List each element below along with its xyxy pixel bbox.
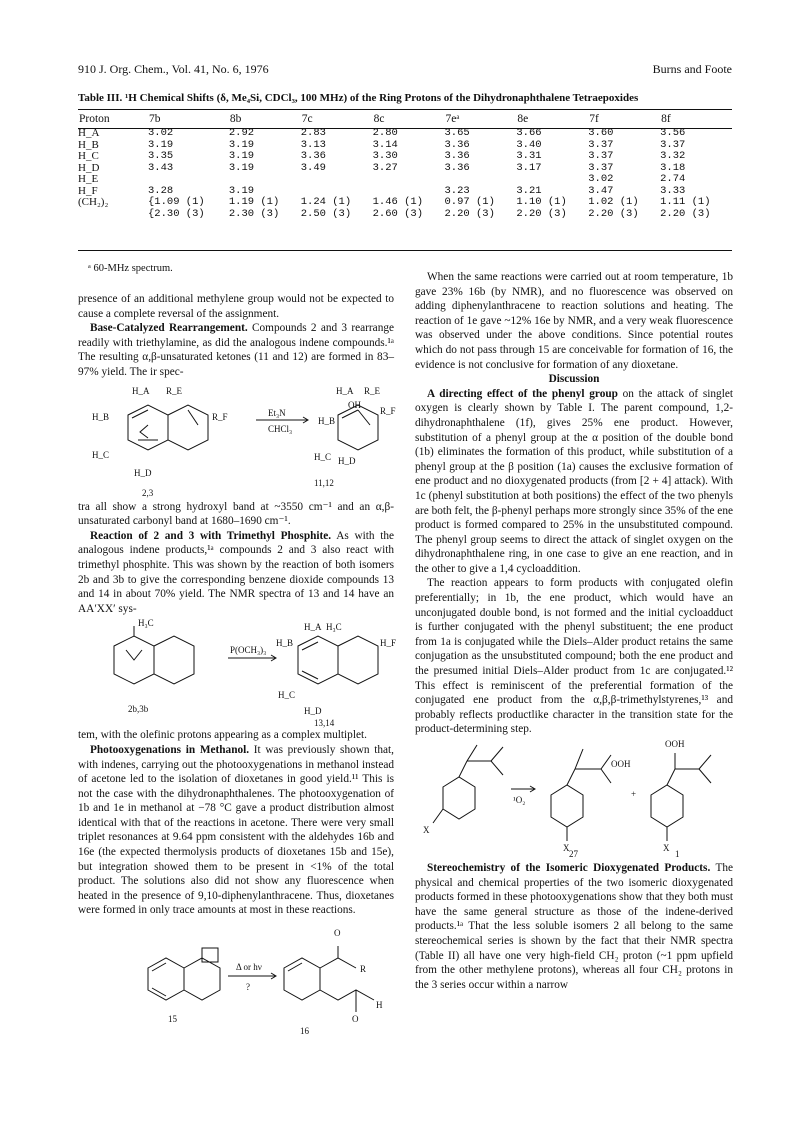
table-row <box>78 128 732 140</box>
left-column <box>78 292 397 1038</box>
scheme-label: OOH <box>611 759 631 769</box>
column-header: 8f <box>661 113 671 125</box>
table-cell: 3.13 <box>300 138 326 151</box>
table-cell <box>301 174 373 186</box>
scheme-label: X <box>563 843 570 853</box>
table-cell: 3.66 <box>516 127 542 139</box>
scheme-label: R_F <box>380 405 396 416</box>
section-heading-discussion: Discussion <box>548 373 600 386</box>
table-cell: 3.17 <box>516 161 542 174</box>
reagent-label: P(OCH₃)₃ <box>230 645 267 656</box>
table-cell: 3.56 <box>660 127 686 139</box>
table-cell: 2.80 <box>372 127 398 139</box>
table-row <box>78 197 732 209</box>
table-cell: {2.30 (3) <box>148 207 205 220</box>
compound-number: 13,14 <box>314 718 335 729</box>
paragraph: presence of an additional methylene group would not be expected to cause a complete reversal of the assignment. <box>78 293 394 320</box>
scheme-label: H_C <box>314 451 332 462</box>
scheme-styrene-photooxygenation <box>415 737 733 857</box>
table-cell: 2.30 (3) <box>228 207 280 220</box>
row-label: H_C <box>78 150 99 162</box>
table-cell: 3.19 <box>228 150 255 162</box>
table-cell: 2.60 (3) <box>372 207 424 220</box>
running-head-journal: 910 J. Org. Chem., Vol. 41, No. 6, 1976 <box>78 62 269 76</box>
row-label: H_D <box>78 161 100 174</box>
paragraph-text: The physical and chemical properties of the two isomeric dioxygenated products formed in these photooxygenations show that they both must have the same general structure as those of the indene-derived products.¹ᵃ That the less soluble isomers 2 all belong to the same stereochemical series is shown by the fact that their NMR spectra (Table II) all have one very high-field CH₂ proton (~1 ppm upfield from the other methylene protons), whereas all four CH₂ protons in the 3 series occur within a narrow <box>415 862 734 991</box>
table-cell: 2.20 (3) <box>588 207 639 220</box>
scheme-rearrangement <box>78 380 394 500</box>
row-label <box>78 209 148 221</box>
paragraph <box>78 743 394 918</box>
scheme-label: R <box>360 964 367 975</box>
running-head-authors: Burns and Foote <box>652 62 732 76</box>
paragraph-text: Compounds 2 and 3 rearrange readily with triethylamine, as did the analogous indene compounds.¹ᵃ The resulting α,β-unsaturated ketones (11 and 12) are formed in 83–97% yield. The ir spec- <box>78 322 395 378</box>
compound-number: 15 <box>168 1014 177 1025</box>
scheme-label: X <box>663 843 670 853</box>
scheme-label: H_F <box>380 638 397 649</box>
table-cell <box>516 174 588 186</box>
table-cell: 3.02 <box>148 127 174 139</box>
table-cell: 0.97 (1) <box>444 196 495 208</box>
scheme-label: H_D <box>134 467 152 478</box>
compound-number: 11,12 <box>314 477 334 488</box>
table-cell: 3.37 <box>588 150 614 162</box>
paragraph <box>78 529 394 617</box>
table-cell: 2.20 (3) <box>444 207 495 220</box>
scheme-label: H_B <box>276 638 294 649</box>
table-cell: 2.50 (3) <box>300 207 352 220</box>
table-cell: 3.19 <box>228 138 255 151</box>
table-cell: 3.65 <box>444 127 470 139</box>
table-cell: 3.37 <box>660 138 686 151</box>
scheme-label: H_B <box>92 411 110 422</box>
table-footnote: ᵃ 60-MHz spectrum. <box>88 263 173 274</box>
table-cell: 3.60 <box>588 127 614 139</box>
table-cell: 3.35 <box>148 150 174 162</box>
column-header: 7b <box>149 113 161 125</box>
table-bottom-rule <box>78 250 732 251</box>
reagent-label: ¹O₂ <box>513 795 526 805</box>
table-cell: 3.33 <box>660 184 686 197</box>
column-header: 7eᵃ <box>445 113 460 125</box>
table-cell: 3.49 <box>300 161 326 174</box>
table-cell: 3.27 <box>372 161 398 174</box>
reagent-label: ? <box>246 982 250 993</box>
section-heading: Base-Catalyzed Rearrangement. <box>90 322 248 335</box>
section-heading: A directing effect of the phenyl group <box>427 387 618 400</box>
row-label: (CH₂)₂ <box>78 196 109 208</box>
table-cell: 3.32 <box>660 150 686 162</box>
table-cell: 1.46 (1) <box>372 196 424 208</box>
scheme-label: H_B <box>318 415 336 426</box>
table-row <box>78 163 732 175</box>
scheme-dioxetane-cleavage <box>78 918 394 1038</box>
table-cell: 2.20 (3) <box>660 207 711 220</box>
table-cell: 3.31 <box>516 150 542 162</box>
scheme-label: O <box>352 1014 359 1025</box>
table-cell: 2.83 <box>300 127 326 139</box>
column-header: Proton <box>79 113 110 125</box>
compound-number: 1 <box>675 849 680 859</box>
paragraph-text: As with the analogous indene products,¹ᵃ compounds 2 and 3 also react with trimethyl phosphite. This was shown by the reaction of both isomers 2b and 3b to give the corresponding benzene dioxide compounds 13 and 14 in about 70% yield. The NMR spectra of 13 and 14 have an AA′XX′ sys- <box>78 529 395 615</box>
paragraph <box>78 321 394 379</box>
table-cell: 3.23 <box>444 184 470 197</box>
scheme-label: + <box>631 789 637 799</box>
column-header: 8e <box>517 113 529 125</box>
scheme-label: H_A <box>304 622 322 633</box>
paragraph: tra all show a strong hydroxyl band at ~3550 cm⁻¹ and an α,β-unsaturated carbonyl band at 1680–1690 cm⁻¹. <box>78 500 394 528</box>
table-header-row <box>78 110 732 128</box>
table-caption: Table III. ¹H Chemical Shifts (δ, Me₄Si, CDCl₃, 100 MHz) of the Ring Protons of the Dihydronaphthalene Tetraepoxides <box>78 92 639 104</box>
section-heading: Reaction of 2 and 3 with Trimethyl Phosphite. <box>90 529 332 542</box>
reagent-label: Et₃N <box>268 407 286 418</box>
scheme-label: R_E <box>166 385 183 396</box>
row-label: H_E <box>78 173 99 185</box>
scheme-label: H₃C <box>138 618 154 629</box>
table-cell: 3.28 <box>148 184 174 197</box>
table-cell: 2.20 (3) <box>516 207 567 220</box>
table-cell: 3.19 <box>148 138 174 151</box>
table-cell: 3.36 <box>444 138 470 151</box>
table-cell: 1.02 (1) <box>588 196 639 208</box>
table-cell: 3.40 <box>516 138 542 151</box>
paragraph <box>415 387 733 577</box>
paragraph <box>415 861 733 992</box>
table-cell <box>444 174 516 186</box>
table-cell: 3.37 <box>588 161 614 174</box>
table-cell: 1.19 (1) <box>228 196 280 208</box>
table-cell: 2.92 <box>228 127 255 139</box>
table-cell: 3.36 <box>300 150 326 162</box>
scheme-label: R_F <box>212 411 228 422</box>
table-cell: {1.09 (1) <box>148 196 205 208</box>
section-heading: Photooxygenations in Methanol. <box>90 743 250 756</box>
scheme-label: H_A <box>132 385 150 396</box>
scheme-label: H_D <box>338 455 356 466</box>
row-label: H_F <box>78 184 98 197</box>
table-cell: 3.19 <box>228 184 255 197</box>
column-header: 8c <box>373 113 385 125</box>
paragraph: The reaction appears to form products with conjugated olefin preferentially; in 1b, the ene product, which would have an unconjugated double bond, is not formed and the initial cycloadduct is further conjugated with the phenyl substituent; the ene product from 1a is conjugated while the Diels–Alder product retains the same conjugation as the unsubstituted compound; both the ene product and the presumed initial Diels–Alder product from 1c are conjugated.¹² This effect is reminiscent of the preferential formation of the conjugated ene product from the α,β,β-trimethylstyrenes,¹³ and probably reflects productlike character in the transition state for the product-determining step. <box>415 577 733 736</box>
table-row <box>78 140 732 152</box>
scheme-label: OOH <box>665 739 685 749</box>
scheme-label: H₃C <box>326 622 342 633</box>
table-row <box>78 151 732 163</box>
scheme-label: H_A <box>336 385 354 396</box>
scheme-label: H <box>376 1000 383 1011</box>
chemical-shift-table <box>78 110 732 220</box>
scheme-label: H_C <box>278 690 296 701</box>
paragraph: tem, with the olefinic protons appearing as a complex multiplet. <box>78 729 367 742</box>
table-cell: 3.02 <box>588 173 614 185</box>
reagent-label: CHCl₃ <box>268 423 293 434</box>
table-row <box>78 174 732 186</box>
column-header: 8b <box>229 113 242 125</box>
compound-number: 27 <box>569 849 578 859</box>
table-cell: 3.43 <box>148 161 174 174</box>
paragraph-text: on the attack of singlet oxygen is clearly shown by Table I. The parent compound, 1,2-dihydronaphthalene (1f), gives 25% ene product. However, substitution of a phenyl group at the α position of the double bond (1b) eliminates the formation of this product, while substitution of a phenyl group at the β position (1a) causes the exclusive formation of ene product and no dioxygenated products (from [2 + 4] attack). With 1c (phenyl substitution at both positions) the effect of the two phenyls are both felt, the β-phenyl perhaps more strongly since 35% of the ene product is formed compared to 25% in the unsubstituted compound. The phenyl group seems to direct the attack of singlet oxygen on the dihydronaphthalene ring, in one case to give an ene reaction, and in the other to give a 1,4 cycloaddition. <box>415 387 733 575</box>
table-cell: 3.30 <box>372 150 398 162</box>
table-cell: 2.74 <box>660 173 686 185</box>
paragraph-text: It was previously shown that, with indenes, carrying out the photooxygenations in methanol instead of acetone led to the isolation of dioxetanes in good yield.¹¹ This is not the case with the dihydronaphthalenes. The photooxygenation of 1b and 1e in methanol at −78 °C gave a product distribution almost identical with that of the reactions in acetone. There were very small triplet resonances at 9.64 ppm consistent with the aldehydes 16b and 16e (the expected thermolysis products of dioxetanes 15b and 15e), but integration showed them to be present in <1% of the total product. The solutions also did not show any fluorescence when heated in the presence of 9,10-diphenylanthracene. Thus, dioxetanes were formed in only trace amounts at most in these reactions. <box>78 743 395 917</box>
scheme-label: R_E <box>364 385 381 396</box>
row-label: H_B <box>78 138 99 151</box>
table-cell: 3.36 <box>444 150 470 162</box>
scheme-label: X <box>423 825 430 835</box>
compound-number: 2b,3b <box>128 704 149 715</box>
right-column <box>415 270 733 992</box>
section-heading: Stereochemistry of the Isomeric Dioxygenated Products. <box>427 862 711 874</box>
table-cell: 3.36 <box>444 161 470 174</box>
row-label: H_A <box>78 127 100 139</box>
scheme-label: O <box>334 928 341 939</box>
table-cell: 3.47 <box>588 184 614 197</box>
compound-number: 16 <box>300 1026 309 1037</box>
table-cell <box>373 174 445 186</box>
table-cell: 3.21 <box>516 184 542 197</box>
table-cell: 1.10 (1) <box>516 196 567 208</box>
table-cell: 3.18 <box>660 161 686 174</box>
compound-number: 2,3 <box>142 487 154 498</box>
scheme-trimethyl-phosphite <box>78 616 397 729</box>
table-cell: 1.24 (1) <box>300 196 352 208</box>
table-cell: 3.14 <box>372 138 398 151</box>
table-cell: 1.11 (1) <box>660 196 711 208</box>
table-cell: 3.37 <box>588 138 614 151</box>
reagent-label: Δ or hν <box>236 962 262 973</box>
scheme-label: H_C <box>92 449 110 460</box>
table-cell <box>148 174 229 186</box>
column-header: 7c <box>301 113 313 125</box>
table-row <box>78 209 732 221</box>
paragraph: When the same reactions were carried out at room temperature, 1b gave 23% 16b (by NMR), and no fluorescence was observed on adding diphenylanthracene to reaction solutions and heating. The reaction of 1e gave ~12% 16e by NMR, and a very weak fluorescence was observed under the above conditions. Since potential routes which do not pass through 15 are conceivable for formation of 16, the evidence is not conclusive for formation of any dioxetane. <box>415 271 733 371</box>
column-header: 7f <box>589 113 599 125</box>
table-cell: 3.19 <box>228 161 255 174</box>
scheme-label: H_D <box>304 706 322 717</box>
table-cell <box>229 174 301 186</box>
scheme-label: OH <box>348 399 361 410</box>
